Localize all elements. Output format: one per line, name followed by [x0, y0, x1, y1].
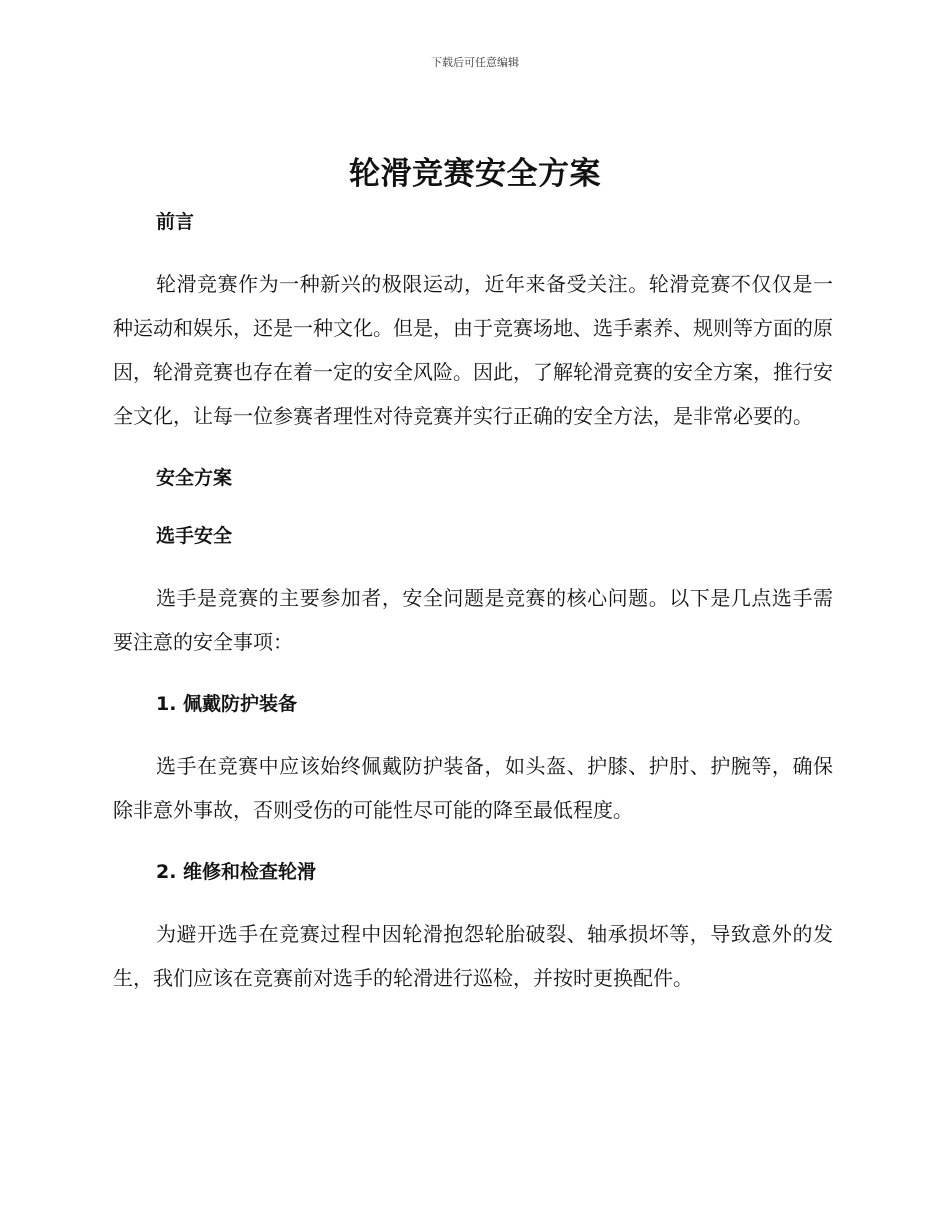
- safety-plan-heading: 安全方案: [156, 467, 233, 489]
- document-title: 轮滑竞赛安全方案: [349, 156, 601, 192]
- preface-paragraph: 轮滑竞赛作为一种新兴的极限运动，近年来备受关注。轮滑竞赛不仅仅是一种运动和娱乐，还是一种文化。但是，由于竞赛场地、选手素养、规则等方面的原因，轮滑竞赛也存在着一定的安全风险。因此，了解轮滑竞赛的安全方案，推行安全文化，让每一位参赛者理性对待竞赛并实行正确的安全方法，是非常必要的。: [113, 272, 833, 428]
- player-safety-heading: 选手安全: [156, 525, 233, 547]
- document-body: [113, 206, 833, 1000]
- item-2-paragraph: 为避开选手在竞赛过程中因轮滑抱怨轮胎破裂、轴承损坏等，导致意外的发生，我们应该在竞赛前对选手的轮滑进行巡检，并按时更换配件。: [113, 922, 833, 990]
- player-safety-paragraph: 选手是竞赛的主要参加者，安全问题是竞赛的核心问题。以下是几点选手需要注意的安全事项：: [113, 586, 833, 654]
- item-2-heading: 2. 维修和检查轮滑: [156, 861, 317, 883]
- header-note: 下载后可任意编辑: [431, 56, 519, 69]
- item-1-paragraph: 选手在竞赛中应该始终佩戴防护装备，如头盔、护膝、护肘、护腕等，确保除非意外事故，否则受伤的可能性尽可能的降至最低程度。: [113, 754, 833, 822]
- item-1-heading: 1. 佩戴防护装备: [156, 693, 298, 715]
- preface-heading: 前言: [156, 211, 195, 233]
